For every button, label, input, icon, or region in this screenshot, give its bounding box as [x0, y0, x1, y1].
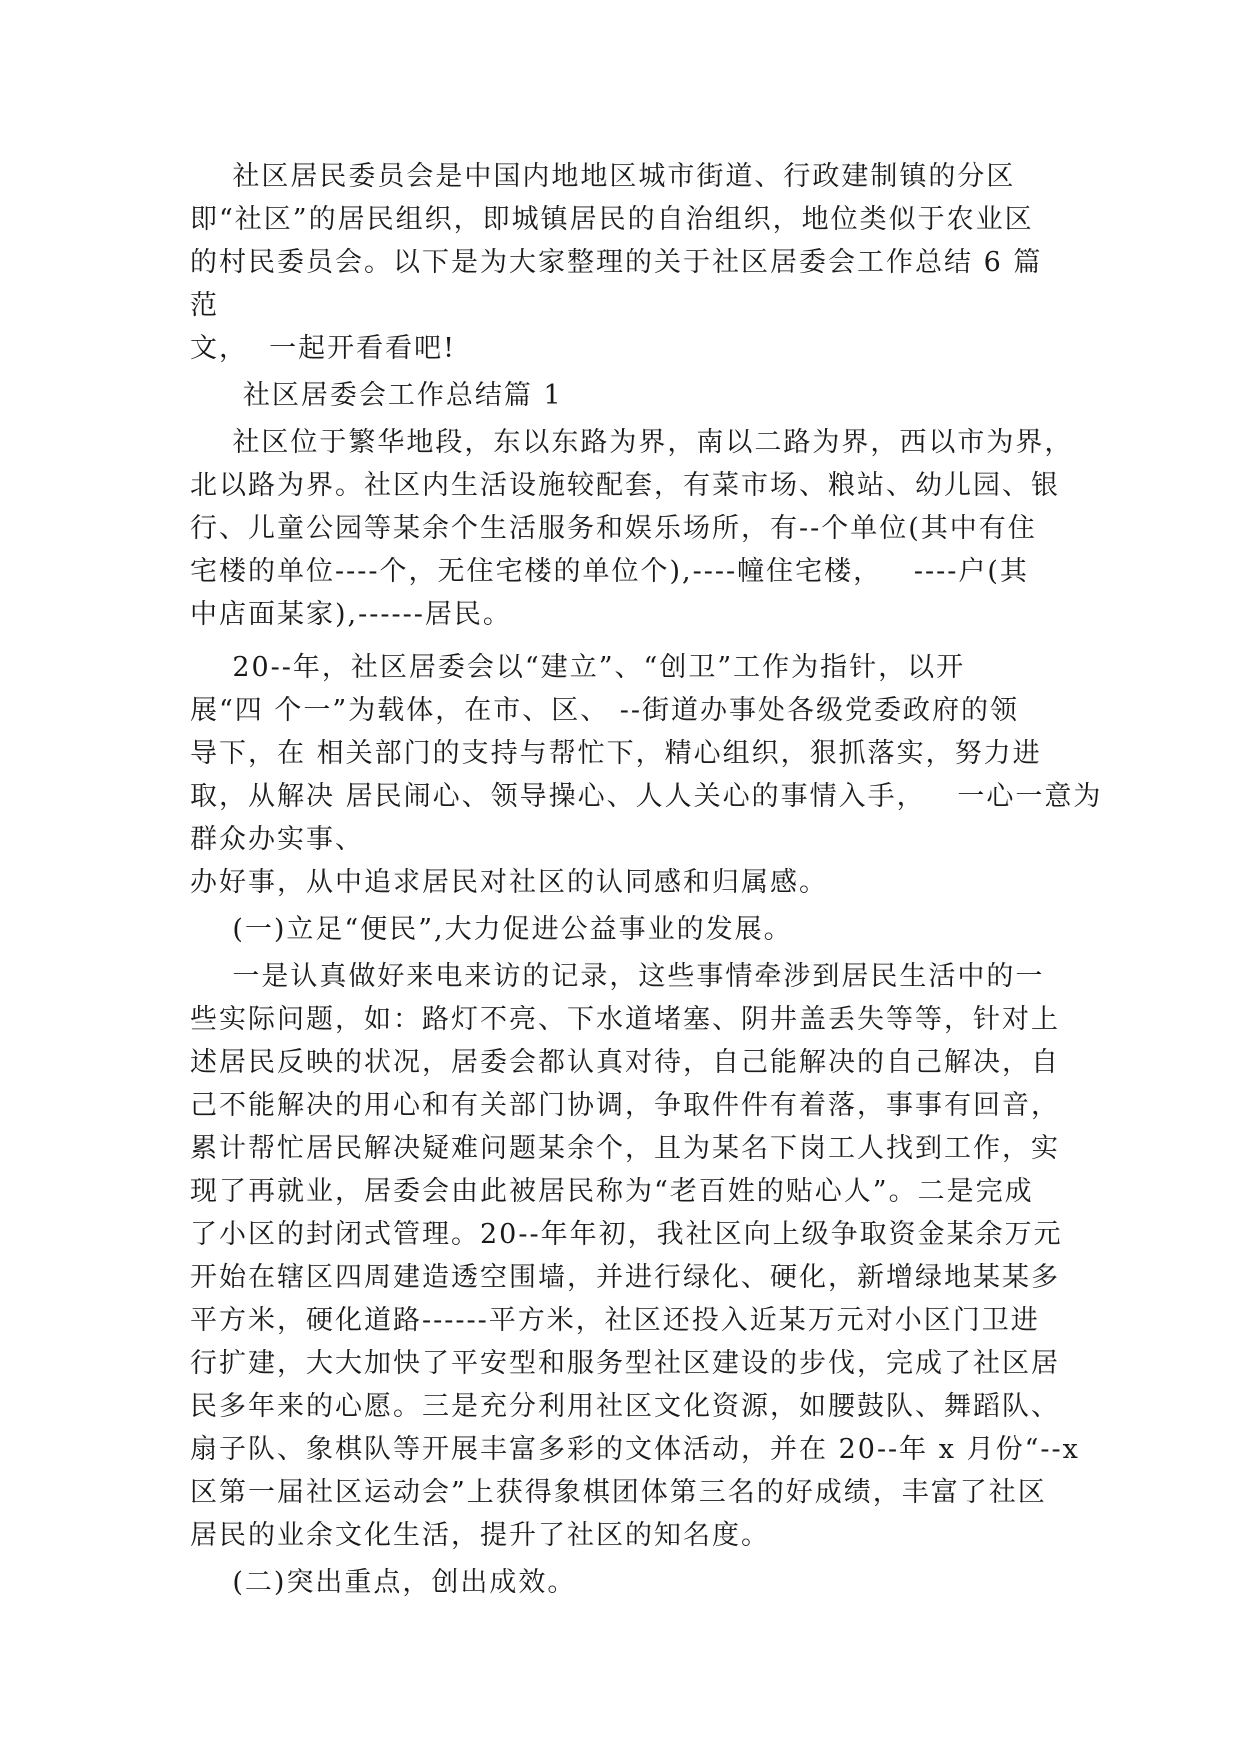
text-line: 区第一届社区运动会”上获得象棋团体第三名的好成绩，丰富了社区	[190, 1477, 1047, 1508]
intro-paragraph	[190, 155, 1052, 370]
text-line: 中店面某家),------居民。	[190, 599, 512, 630]
text-line: 展“四 个一”为载体，在市、区、 --街道办事处各级党委政府的领	[190, 695, 1020, 726]
text-line: 一是认真做好来电来访的记录，这些事情牵涉到居民生活中的一	[190, 961, 1045, 992]
subheading-one: (一)立足“便民”,大力促进公益事业的发展。	[190, 914, 793, 945]
text-line: 民多年来的心愿。三是充分利用社区文化资源，如腰鼓队、舞蹈队、	[190, 1391, 1060, 1422]
text-line: 己不能解决的用心和有关部门协调，争取件件有着落，事事有回音，	[190, 1090, 1060, 1121]
text-line: 扇子队、象棋队等开展丰富多彩的文体活动，并在 20--年 x 月份“--x	[190, 1434, 1080, 1465]
text-line: 取，从解决 居民闹心、领导操心、人人关心的事情入手， 一心一意为	[190, 781, 1103, 812]
text-line: 居民的业余文化生活，提升了社区的知名度。	[190, 1520, 770, 1551]
text-line: 即“社区”的居民组织，即城镇居民的自治组织，地位类似于农业区	[190, 204, 1034, 235]
text-line: 现了再就业，居委会由此被居民称为“老百姓的贴心人”。二是完成	[190, 1176, 1034, 1207]
text-line: 社区位于繁华地段，东以东路为界，南以二路为界，西以市为界，	[190, 427, 1074, 458]
text-line: 行扩建，大大加快了平安型和服务型社区建设的步伐，完成了社区居	[190, 1348, 1060, 1379]
text-line: 行、儿童公园等某余个生活服务和娱乐场所，有--个单位(其中有住	[190, 513, 1037, 544]
paragraph-overview	[190, 646, 1103, 904]
text-line: 导下，在 相关部门的支持与帮忙下，精心组织，狠抓落实，努力进	[190, 738, 1042, 769]
section-title: 社区居委会工作总结篇 1	[190, 380, 563, 411]
text-line: 办好事，从中追求居民对社区的认同感和归属感。	[190, 867, 828, 898]
text-line: 群众办实事、	[190, 824, 364, 855]
paragraph-details	[190, 955, 1080, 1557]
text-line: 社区居民委员会是中国内地地区城市街道、行政建制镇的分区	[190, 161, 1016, 192]
text-line: 范	[190, 290, 219, 321]
paragraph-location	[190, 421, 1074, 636]
text-line: 开始在辖区四周建造透空围墙，并进行绿化、硬化，新增绿地某某多	[190, 1262, 1060, 1293]
subheading-two: (二)突出重点，创出成效。	[190, 1567, 577, 1598]
text-line: 平方米，硬化道路------平方米，社区还投入近某万元对小区门卫进	[190, 1305, 1040, 1336]
text-line: 20--年，社区居委会以“建立”、“创卫”工作为指针，以开	[190, 652, 966, 683]
text-line: 述居民反映的状况，居委会都认真对待，自己能解决的自己解决，自	[190, 1047, 1060, 1078]
text-line: 北以路为界。社区内生活设施较配套，有菜市场、粮站、幼儿园、银	[190, 470, 1060, 501]
text-line: 文， 一起开看看吧!	[190, 333, 457, 364]
text-line: 累计帮忙居民解决疑难问题某余个，且为某名下岗工人找到工作，实	[190, 1133, 1060, 1164]
text-line: 些实际问题，如：路灯不亮、下水道堵塞、阴井盖丢失等等，针对上	[190, 1004, 1060, 1035]
text-line: 的村民委员会。以下是为大家整理的关于社区居委会工作总结 6 篇	[190, 247, 1043, 278]
text-line: 宅楼的单位----个，无住宅楼的单位个),----幢住宅楼， ----户(其	[190, 556, 1029, 587]
text-line: 了小区的封闭式管理。20--年年初，我社区向上级争取资金某余万元	[190, 1219, 1063, 1250]
document-body	[190, 155, 1103, 1604]
